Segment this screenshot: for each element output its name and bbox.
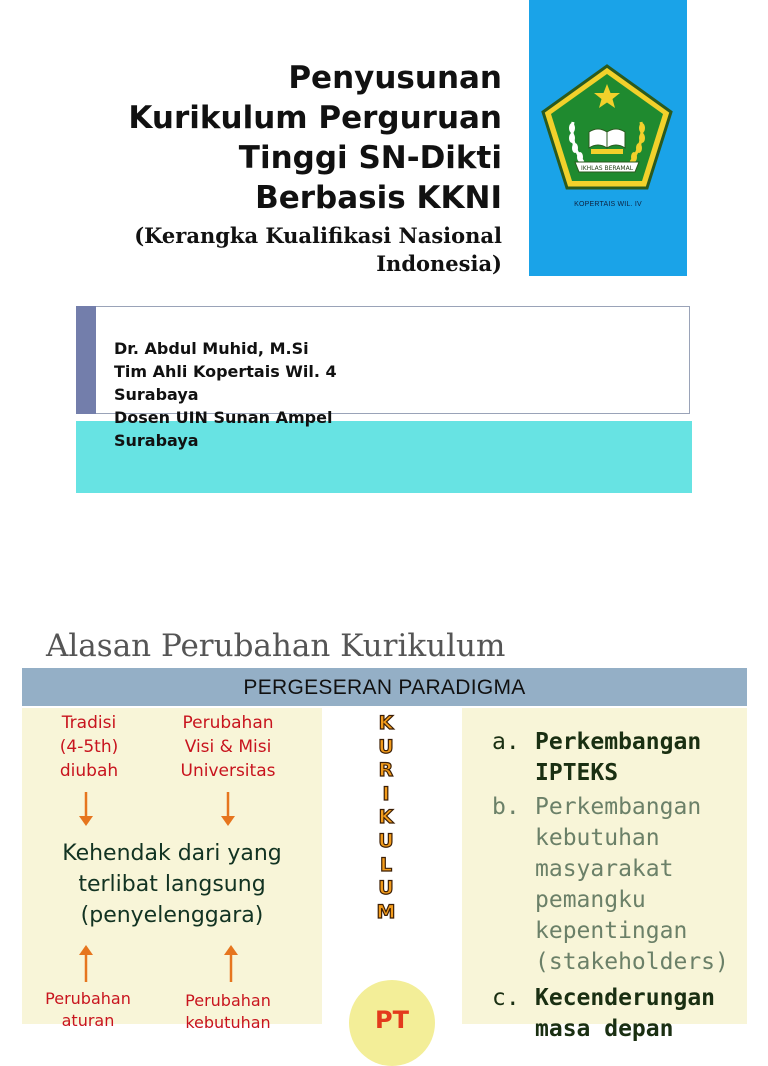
reason-line: (stakeholders) (535, 949, 729, 975)
arrow-up-icon (76, 944, 96, 982)
author-line: Surabaya (114, 385, 199, 404)
reason-line: masa depan (535, 1016, 674, 1042)
slide-title (60, 58, 502, 218)
author-line: Surabaya (114, 431, 199, 450)
kehendak-line: (penyelenggara) (80, 903, 264, 928)
reason-item (492, 983, 742, 1045)
subtitle-line: (Kerangka Kualifikasi Nasional (134, 223, 502, 248)
label-line: Perubahan (185, 991, 271, 1010)
reason-marker: a. (492, 729, 520, 755)
label-line: Visi & Misi (184, 737, 272, 757)
reason-marker: c. (492, 985, 520, 1011)
arrow-up-icon (221, 944, 241, 982)
arrow-down-icon (76, 792, 96, 828)
kurikulum-letter: R (378, 759, 394, 782)
pt-circle-label: PT (375, 1006, 409, 1034)
label-line: Tradisi (61, 713, 117, 733)
logo-caption: KOPERTAIS WIL. IV (574, 201, 642, 208)
kementerian-agama-emblem-icon (539, 62, 675, 194)
kurikulum-letter: L (379, 853, 393, 876)
reason-line: Perkembangan (535, 794, 702, 820)
kurikulum-letter: I (382, 782, 390, 805)
title-line: Berbasis KKNI (255, 180, 502, 216)
author-accent-bar (76, 306, 96, 414)
slide-title-block (60, 58, 502, 278)
kurikulum-letter: U (378, 735, 394, 758)
reason-item (492, 792, 742, 978)
kehendak-line: terlibat langsung (78, 872, 266, 897)
reason-line: IPTEKS (535, 760, 619, 786)
reason-line: Kecenderungan (535, 985, 716, 1011)
label-line: kebutuhan (185, 1013, 271, 1032)
kehendak-line: Kehendak dari yang (62, 841, 282, 866)
kurikulum-letter: U (378, 877, 394, 900)
perubahan-kebutuhan-label (158, 990, 298, 1034)
arrow-down-icon (218, 792, 238, 828)
title-line: Penyusunan (288, 60, 502, 96)
subtitle-line: Indonesia) (376, 251, 502, 276)
author-line: Dosen UIN Sunan Ampel (114, 408, 333, 427)
kurikulum-letter: K (378, 806, 394, 829)
paradigm-banner-label: PERGESERAN PARADIGMA (243, 676, 526, 699)
label-line: (4-5th) (59, 737, 119, 757)
author-info (114, 337, 414, 452)
slide2-title: Alasan Perubahan Kurikulum (46, 628, 506, 664)
logo-ribbon-text: IKHLAS BERAMAL (580, 165, 634, 172)
label-line: Perubahan (182, 713, 274, 733)
title-line: Tinggi SN-Dikti (238, 140, 502, 176)
reason-line: Perkembangan (535, 729, 702, 755)
visi-misi-label (158, 711, 298, 783)
reason-line: kepentingan (535, 918, 688, 944)
title-line: Kurikulum Perguruan (128, 100, 502, 136)
reason-line: masyarakat (535, 856, 674, 882)
kurikulum-letter: M (376, 900, 396, 923)
perubahan-aturan-label (18, 988, 158, 1032)
slide-subtitle (60, 222, 502, 278)
author-line: Dr. Abdul Muhid, M.Si (114, 339, 309, 358)
author-line: Tim Ahli Kopertais Wil. 4 (114, 362, 337, 381)
kurikulum-letter: U (378, 829, 394, 852)
reason-line: pemangku (535, 887, 646, 913)
reason-item (492, 727, 742, 789)
label-line: diubah (59, 761, 119, 781)
kurikulum-letter: K (378, 712, 394, 734)
kurikulum-vertical-word (360, 712, 412, 924)
logo-panel (529, 0, 687, 276)
reason-line: kebutuhan (535, 825, 660, 851)
label-line: Perubahan (45, 989, 131, 1008)
kehendak-text (22, 838, 322, 931)
label-line: Universitas (180, 761, 276, 781)
label-line: aturan (61, 1011, 115, 1030)
tradisi-label (20, 711, 158, 783)
reason-marker: b. (492, 794, 520, 820)
